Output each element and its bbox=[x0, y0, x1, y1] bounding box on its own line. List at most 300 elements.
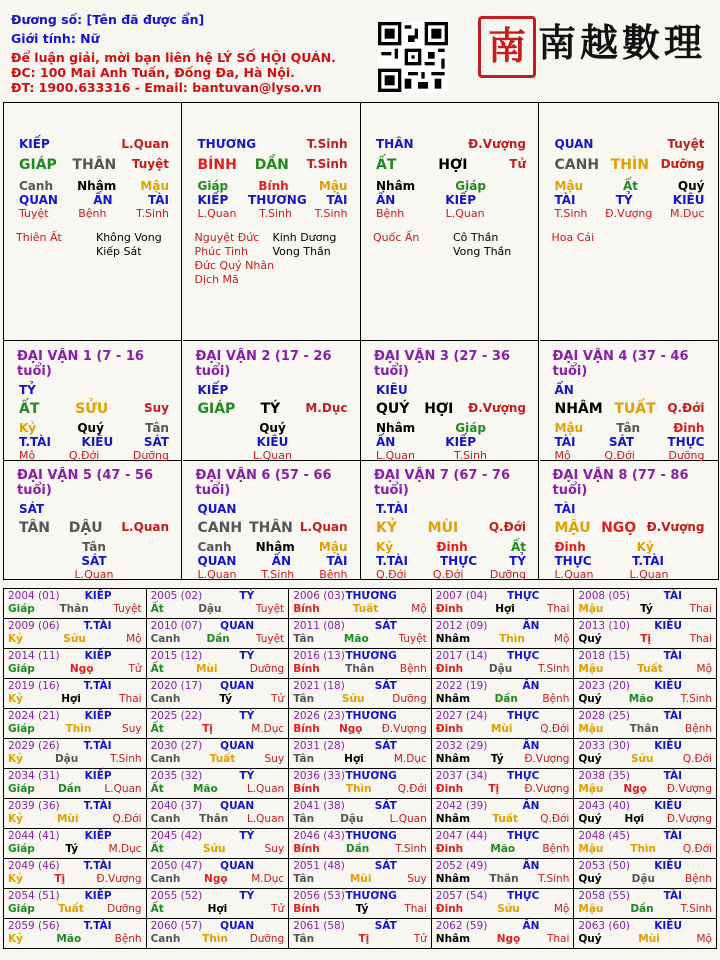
pillar-h1: Giáp bbox=[197, 179, 229, 193]
year-cell[interactable] bbox=[146, 679, 289, 709]
pillar-n3: M.Dục bbox=[670, 207, 705, 220]
year-cell[interactable] bbox=[4, 619, 147, 649]
dai-van-7[interactable] bbox=[361, 460, 539, 580]
year-chi: Mão bbox=[628, 693, 654, 705]
dv-hidden: Tân bbox=[145, 421, 169, 435]
year-chi: Mùi bbox=[490, 723, 513, 735]
pillar-n1: Tuyệt bbox=[19, 207, 49, 220]
brand-seal-icon: 南 bbox=[478, 16, 536, 78]
pillar-top_right: T.Sinh bbox=[306, 137, 348, 151]
dv-god: T.TÀI bbox=[632, 554, 664, 568]
pillar-n3: T.Sinh bbox=[136, 207, 169, 220]
year-cell[interactable] bbox=[4, 709, 147, 739]
year-phase: Q.Đới bbox=[682, 753, 712, 765]
year-phase: Tuyệt bbox=[255, 603, 285, 615]
pillar-star: Kiếp Sát bbox=[96, 245, 142, 258]
pillar-s3: TÀI bbox=[326, 193, 348, 207]
pillar-chi: THÂN bbox=[72, 157, 117, 173]
year-label: 2026 (23) bbox=[293, 710, 345, 722]
dv-hidden: Kỷ bbox=[19, 421, 37, 435]
dv-note: Q.Đới bbox=[488, 520, 526, 534]
dv-hidden: Đinh bbox=[436, 540, 468, 554]
year-god: TỶ bbox=[239, 890, 255, 902]
year-god: QUAN bbox=[220, 740, 255, 752]
dv-phase: L.Quan bbox=[629, 568, 669, 581]
dv-phase: L.Quan bbox=[253, 449, 292, 462]
year-chi: Tị bbox=[202, 723, 213, 735]
year-cell[interactable] bbox=[289, 679, 432, 709]
year-phase: Bệnh bbox=[114, 933, 142, 945]
dv-chi: TUẤT bbox=[614, 401, 656, 417]
year-can: Mậu bbox=[578, 783, 604, 795]
year-cell[interactable] bbox=[289, 889, 432, 919]
year-can: Nhâm bbox=[435, 633, 471, 645]
year-row bbox=[4, 709, 717, 739]
year-phase: Bệnh bbox=[542, 843, 570, 855]
year-cell[interactable] bbox=[289, 829, 432, 859]
year-can: Quý bbox=[578, 813, 602, 825]
year-chi: Mùi bbox=[195, 663, 218, 675]
pillar-star: Vong Thần bbox=[272, 245, 331, 258]
pillar-h3: Mậu bbox=[318, 179, 348, 193]
year-can: Đinh bbox=[435, 723, 464, 735]
dv-note: L.Quan bbox=[121, 520, 169, 534]
year-label: 2061 (58) bbox=[293, 920, 345, 932]
year-god: KIÊU bbox=[654, 800, 682, 812]
year-can: Nhâm bbox=[435, 753, 471, 765]
year-phase: Q.Đới bbox=[540, 723, 570, 735]
year-phase: Q.Đới bbox=[397, 783, 427, 795]
year-phase: Suy bbox=[264, 753, 285, 765]
year-phase: Thai bbox=[404, 903, 427, 915]
year-row bbox=[4, 829, 717, 859]
year-god: TÀI bbox=[663, 890, 682, 902]
year-god: ẤN bbox=[522, 860, 540, 872]
year-cell[interactable] bbox=[4, 829, 147, 859]
year-can: Giáp bbox=[8, 603, 35, 615]
year-god: KIẾP bbox=[84, 590, 112, 602]
year-god: ẤN bbox=[522, 800, 540, 812]
year-can: Đinh bbox=[435, 663, 464, 675]
dv-hidden: Đinh bbox=[554, 540, 586, 554]
year-chi: Thìn bbox=[345, 783, 372, 795]
year-cell[interactable] bbox=[4, 919, 147, 949]
year-can: Quý bbox=[578, 693, 602, 705]
year-chi: Thân bbox=[199, 813, 229, 825]
year-god: SÁT bbox=[374, 740, 397, 752]
year-god: QUAN bbox=[220, 920, 255, 932]
year-can: Đinh bbox=[435, 783, 464, 795]
year-phase: Mộ bbox=[696, 663, 712, 675]
year-phase: Suy bbox=[122, 723, 142, 735]
year-cell[interactable] bbox=[146, 619, 289, 649]
year-phase: M.Dục bbox=[251, 873, 285, 885]
year-label: 2054 (51) bbox=[8, 890, 60, 902]
year-chi: Tý bbox=[219, 693, 233, 705]
dv-phase: Dưỡng bbox=[132, 449, 169, 462]
year-god: QUAN bbox=[220, 620, 255, 632]
dv-god: ẤN bbox=[376, 435, 396, 449]
year-label: 2048 (45) bbox=[578, 830, 630, 842]
year-phase: Tuyệt bbox=[398, 633, 427, 645]
year-label: 2017 (14) bbox=[435, 650, 488, 662]
year-cell[interactable] bbox=[574, 739, 717, 769]
year-can: Kỷ bbox=[8, 933, 23, 945]
year-phase: Mộ bbox=[411, 603, 427, 615]
dv-phase: Mộ bbox=[19, 449, 36, 462]
year-cell[interactable] bbox=[431, 679, 574, 709]
year-cell[interactable] bbox=[574, 709, 717, 739]
year-god: QUAN bbox=[220, 680, 255, 692]
year-cell[interactable] bbox=[289, 589, 432, 619]
dai-van-1[interactable] bbox=[4, 341, 182, 461]
year-cell[interactable] bbox=[574, 889, 717, 919]
year-can: Kỷ bbox=[8, 633, 23, 645]
year-phase: Q.Đới bbox=[682, 843, 712, 855]
year-phase: Mộ bbox=[553, 903, 570, 915]
dai-van-4[interactable] bbox=[540, 341, 718, 461]
year-chi: Tý bbox=[355, 903, 369, 915]
year-god: THƯƠNG bbox=[345, 590, 397, 602]
year-can: Ất bbox=[150, 663, 164, 675]
year-phase: Tử bbox=[271, 903, 285, 915]
qr-code-icon[interactable] bbox=[378, 22, 448, 92]
year-label: 2052 (49) bbox=[435, 860, 488, 872]
year-chi: Dậu bbox=[54, 753, 79, 765]
dv-god: ẤN bbox=[271, 554, 292, 568]
year-cell[interactable] bbox=[574, 769, 717, 799]
year-god: KIÊU bbox=[654, 620, 682, 632]
dai-van-title: ĐẠI VẬN 2 (17 - 26 tuổi) bbox=[195, 349, 332, 379]
year-phase: Suy bbox=[407, 873, 427, 885]
year-chi: Thân bbox=[59, 603, 89, 615]
year-cell[interactable] bbox=[289, 799, 432, 829]
year-cell[interactable] bbox=[574, 919, 717, 949]
year-can: Tân bbox=[293, 633, 315, 645]
pillar-star: Cô Thần bbox=[453, 231, 499, 244]
year-phase: Thai bbox=[689, 633, 712, 645]
year-cell[interactable] bbox=[431, 649, 574, 679]
year-cell[interactable] bbox=[146, 589, 289, 619]
year-cell[interactable] bbox=[574, 829, 717, 859]
dv-god: T.TÀI bbox=[376, 554, 408, 568]
pillar-h2: Giáp bbox=[455, 179, 486, 193]
year-cell[interactable] bbox=[146, 859, 289, 889]
dv-chi: NGỌ bbox=[601, 520, 637, 536]
year-god: TỶ bbox=[239, 770, 255, 782]
dv-god: QUAN bbox=[197, 554, 237, 568]
dv-phase: Dưỡng bbox=[489, 568, 526, 581]
year-god: KIÊU bbox=[654, 740, 682, 752]
year-god: KIẾP bbox=[84, 830, 112, 842]
year-god: KIÊU bbox=[654, 680, 682, 692]
dv-chi: DẬU bbox=[68, 520, 103, 536]
year-phase: M.Dục bbox=[251, 723, 285, 735]
dv-star: KIÊU bbox=[376, 383, 408, 397]
year-chi: Hợi bbox=[624, 813, 645, 825]
year-cell[interactable] bbox=[431, 769, 574, 799]
dai-van-2[interactable] bbox=[183, 341, 361, 461]
year-phase: Mộ bbox=[553, 633, 570, 645]
dv-hidden: Quý bbox=[77, 421, 104, 435]
year-chi: Tý bbox=[490, 753, 504, 765]
pillar-chi: HỢI bbox=[438, 157, 468, 173]
year-phase: M.Dục bbox=[108, 843, 142, 855]
year-can: Quý bbox=[578, 633, 602, 645]
dv-note: Suy bbox=[143, 401, 169, 415]
year-cell[interactable] bbox=[574, 589, 717, 619]
dv-chi: MÙI bbox=[427, 520, 459, 536]
year-cell[interactable] bbox=[146, 799, 289, 829]
year-phase: Dưỡng bbox=[249, 933, 285, 945]
dv-phase: L.Quan bbox=[74, 568, 114, 581]
dv-phase: Q.Đới bbox=[604, 449, 635, 462]
dai-van-3[interactable] bbox=[361, 341, 539, 461]
dv-phase: L.Quan bbox=[554, 568, 594, 581]
year-cell[interactable] bbox=[431, 919, 574, 949]
pillar-star: Kinh Dương bbox=[272, 231, 337, 244]
pillar-h3: Quý bbox=[677, 179, 705, 193]
year-cell[interactable] bbox=[4, 679, 147, 709]
year-god: SÁT bbox=[374, 620, 397, 632]
pillar-n1: L.Quan bbox=[197, 207, 237, 220]
dv-chi: HỢI bbox=[424, 401, 454, 417]
year-label: 2012 (09) bbox=[435, 620, 488, 632]
year-chi: Dần bbox=[57, 783, 82, 795]
year-god: T.TÀI bbox=[83, 740, 112, 752]
year-cell[interactable] bbox=[4, 589, 147, 619]
year-cell[interactable] bbox=[146, 739, 289, 769]
dv-phase: Bệnh bbox=[319, 568, 348, 581]
pillar-h1: Mậu bbox=[554, 179, 584, 193]
year-cell[interactable] bbox=[289, 919, 432, 949]
year-chi: Mão bbox=[343, 633, 369, 645]
year-chi: Mão bbox=[490, 843, 516, 855]
year-cell[interactable] bbox=[4, 769, 147, 799]
year-row bbox=[4, 799, 717, 829]
pillar-h2: Bính bbox=[258, 179, 289, 193]
year-label: 2063 (60) bbox=[578, 920, 630, 932]
pillar-top_right: Tuyệt bbox=[667, 137, 705, 151]
phone-email: ĐT: 1900.633316 - Email: bantuvan@lyso.vn bbox=[11, 80, 322, 95]
year-chi: Hợi bbox=[495, 603, 515, 615]
year-chi: Thìn bbox=[499, 633, 525, 645]
year-chi: Dần bbox=[494, 693, 518, 705]
pillar-top_right: L.Quan bbox=[121, 137, 169, 151]
dai-van-6[interactable] bbox=[183, 460, 361, 580]
pillar-n2: Đ.Vượng bbox=[605, 207, 653, 220]
year-row bbox=[4, 739, 717, 769]
year-cell[interactable] bbox=[146, 709, 289, 739]
year-chi: Tý bbox=[65, 843, 79, 855]
year-god: SÁT bbox=[374, 680, 397, 692]
year-phase: Đ.Vượng bbox=[96, 873, 142, 885]
year-god: ẤN bbox=[522, 920, 540, 932]
year-cell[interactable] bbox=[289, 769, 432, 799]
year-label: 2033 (30) bbox=[578, 740, 630, 752]
year-cell[interactable] bbox=[289, 859, 432, 889]
year-can: Tân bbox=[293, 933, 315, 945]
pillar-can: GIÁP bbox=[19, 157, 57, 173]
year-chi: Dậu bbox=[340, 813, 364, 825]
year-can: Canh bbox=[150, 933, 181, 945]
year-label: 2013 (10) bbox=[578, 620, 630, 632]
year-cell[interactable] bbox=[431, 589, 574, 619]
year-cell[interactable] bbox=[289, 649, 432, 679]
year-can: Kỷ bbox=[8, 693, 23, 705]
year-label: 2022 (19) bbox=[435, 680, 488, 692]
year-label: 2046 (43) bbox=[293, 830, 345, 842]
year-chi: Mùi bbox=[638, 933, 660, 945]
year-can: Ất bbox=[150, 603, 164, 615]
dv-phase: L.Quan bbox=[197, 568, 237, 581]
year-cell[interactable] bbox=[289, 709, 432, 739]
year-chi: Sửu bbox=[631, 753, 654, 765]
year-can: Canh bbox=[150, 693, 181, 705]
year-phase: Q.Đới bbox=[540, 813, 570, 825]
year-label: 2047 (44) bbox=[435, 830, 488, 842]
year-can: Canh bbox=[150, 873, 181, 885]
dv-god: THỰC bbox=[554, 554, 592, 568]
year-label: 2056 (53) bbox=[293, 890, 345, 902]
pillar-star: Hoa Cái bbox=[551, 231, 595, 244]
pillar-s2: KIẾP bbox=[445, 193, 477, 207]
year-label: 2055 (52) bbox=[150, 890, 203, 902]
year-phase: Dưỡng bbox=[392, 693, 427, 705]
dai-van-title: ĐẠI VẬN 6 (57 - 66 tuổi) bbox=[195, 468, 332, 498]
year-label: 2028 (25) bbox=[578, 710, 630, 722]
year-god: THỰC bbox=[506, 890, 540, 902]
pillar-n1: T.Sinh bbox=[554, 207, 588, 220]
dai-van-5[interactable] bbox=[4, 460, 182, 580]
year-can: Nhâm bbox=[435, 933, 471, 945]
dai-van-title: ĐẠI VẬN 3 (27 - 36 tuổi) bbox=[374, 349, 510, 379]
year-god: THỰC bbox=[506, 590, 540, 602]
owner-name: Đương số: [Tên đã được ẩn] bbox=[11, 12, 205, 27]
year-cell[interactable] bbox=[431, 619, 574, 649]
year-row bbox=[4, 649, 717, 679]
year-chi: Hợi bbox=[207, 903, 228, 915]
dv-hidden: Mậu bbox=[318, 540, 348, 554]
year-can: Bính bbox=[293, 663, 320, 675]
pillar-n1: Bệnh bbox=[376, 207, 405, 220]
year-cell[interactable] bbox=[431, 859, 574, 889]
dv-god: TỶ bbox=[509, 554, 526, 568]
year-chi: Thìn bbox=[202, 933, 228, 945]
year-can: Ất bbox=[150, 843, 164, 855]
year-phase: T.Sinh bbox=[537, 663, 570, 675]
year-cell[interactable] bbox=[146, 769, 289, 799]
year-label: 2011 (08) bbox=[293, 620, 345, 632]
year-chi: Hợi bbox=[344, 753, 364, 765]
pillar-n2: L.Quan bbox=[445, 207, 485, 220]
year-cell[interactable] bbox=[431, 889, 574, 919]
year-cell[interactable] bbox=[431, 799, 574, 829]
pillar-star: Vong Thần bbox=[453, 245, 512, 258]
year-can: Canh bbox=[150, 813, 181, 825]
year-chi: Tuất bbox=[209, 753, 236, 765]
year-cell[interactable] bbox=[4, 739, 147, 769]
year-god: KIÊU bbox=[654, 860, 682, 872]
year-god: QUAN bbox=[220, 800, 255, 812]
year-chi: Ngọ bbox=[69, 663, 94, 675]
year-god: THỰC bbox=[506, 650, 540, 662]
year-label: 2010 (07) bbox=[150, 620, 203, 632]
dv-note: Q.Đới bbox=[667, 401, 705, 415]
year-cell[interactable] bbox=[146, 649, 289, 679]
dv-hidden: Kỷ bbox=[636, 540, 654, 554]
year-cell[interactable] bbox=[4, 859, 147, 889]
year-god: KIẾP bbox=[84, 770, 112, 782]
year-cell[interactable] bbox=[431, 739, 574, 769]
year-cell[interactable] bbox=[146, 919, 289, 949]
dv-god: THỰC bbox=[440, 554, 478, 568]
year-cell[interactable] bbox=[574, 799, 717, 829]
year-cell[interactable] bbox=[574, 619, 717, 649]
year-cell[interactable] bbox=[4, 889, 147, 919]
year-can: Tân bbox=[293, 693, 315, 705]
dv-phase: Q.Đới bbox=[68, 449, 100, 462]
year-chi: Ngọ bbox=[496, 933, 521, 945]
dv-god: SÁT bbox=[608, 435, 635, 449]
year-cell[interactable] bbox=[574, 859, 717, 889]
year-cell[interactable] bbox=[574, 679, 717, 709]
dv-star: T.TÀI bbox=[376, 502, 408, 516]
year-label: 2021 (18) bbox=[293, 680, 345, 692]
year-god: ẤN bbox=[522, 740, 540, 752]
year-cell[interactable] bbox=[574, 649, 717, 679]
year-chi: Tị bbox=[640, 633, 651, 645]
year-god: THƯƠNG bbox=[345, 650, 397, 662]
year-god: KIẾP bbox=[84, 890, 112, 902]
pillar-s2: TỶ bbox=[615, 193, 633, 207]
dv-god: TÀI bbox=[554, 435, 576, 449]
year-cell[interactable] bbox=[146, 829, 289, 859]
year-can: Tân bbox=[293, 813, 315, 825]
year-god: ẤN bbox=[522, 620, 540, 632]
pillar-s1: TÀI bbox=[554, 193, 576, 207]
pillar-h1: Nhâm bbox=[376, 179, 416, 193]
year-can: Tân bbox=[293, 753, 315, 765]
year-phase: Bệnh bbox=[685, 723, 712, 735]
year-phase: Bệnh bbox=[685, 873, 712, 885]
dv-god: SÁT bbox=[81, 554, 107, 568]
year-label: 2045 (42) bbox=[150, 830, 203, 842]
year-can: Kỷ bbox=[8, 753, 23, 765]
year-god: THỰC bbox=[506, 710, 540, 722]
pillar-top_right: Đ.Vượng bbox=[468, 137, 526, 151]
dai-van-8[interactable] bbox=[540, 460, 718, 580]
year-can: Giáp bbox=[8, 723, 35, 735]
year-label: 2042 (39) bbox=[435, 800, 488, 812]
year-cell[interactable] bbox=[431, 829, 574, 859]
year-cell[interactable] bbox=[431, 709, 574, 739]
year-row bbox=[4, 769, 717, 799]
pillar-2 bbox=[183, 103, 361, 341]
dai-van-title: ĐẠI VẬN 8 (77 - 86 tuổi) bbox=[552, 468, 689, 498]
year-can: Bính bbox=[293, 723, 320, 735]
year-cell[interactable] bbox=[289, 619, 432, 649]
dv-hidden: Nhâm bbox=[376, 421, 416, 435]
year-god: THƯƠNG bbox=[345, 890, 397, 902]
year-phase: T.Sinh bbox=[110, 753, 142, 765]
year-cell[interactable] bbox=[4, 799, 147, 829]
year-cell[interactable] bbox=[4, 649, 147, 679]
year-cell[interactable] bbox=[289, 739, 432, 769]
year-god: QUAN bbox=[220, 860, 255, 872]
pillar-chi_note: Tử bbox=[509, 157, 526, 171]
year-cell[interactable] bbox=[146, 889, 289, 919]
